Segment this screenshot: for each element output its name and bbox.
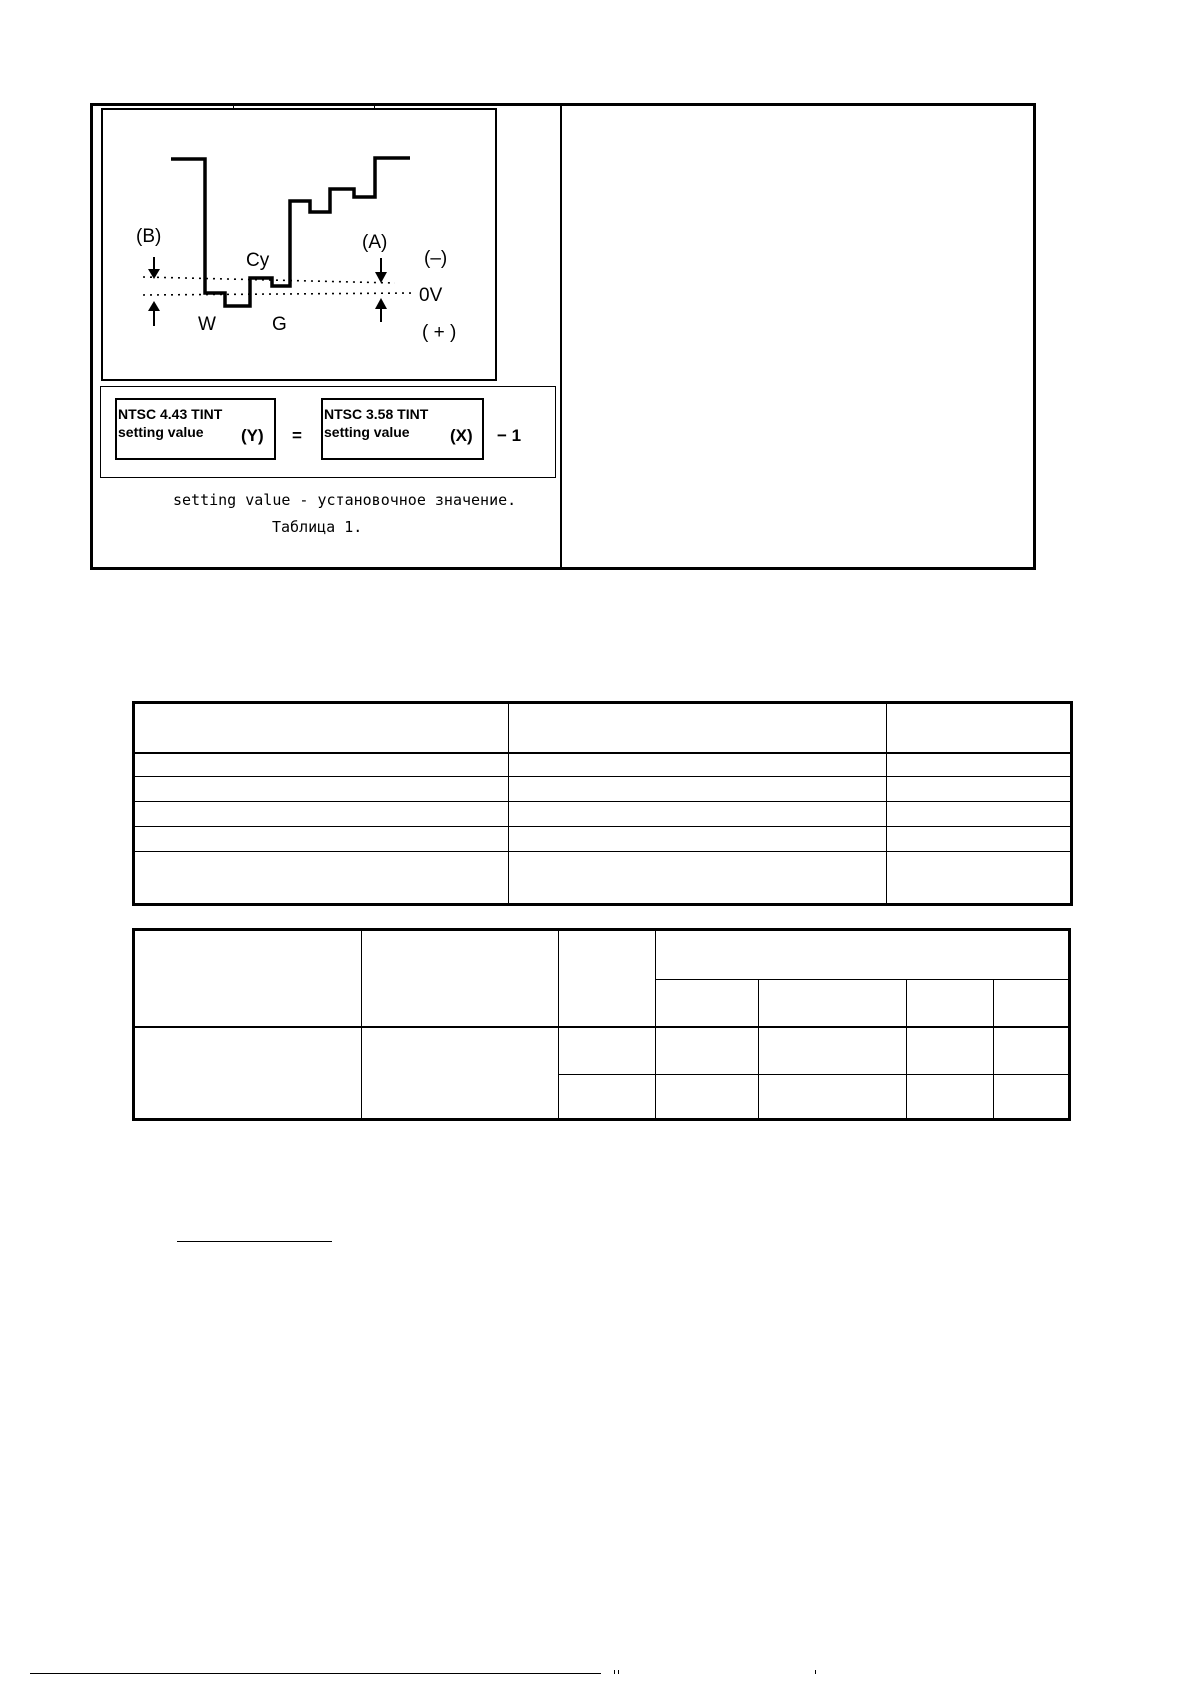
table-cell: [134, 802, 509, 827]
table-cell: [134, 703, 509, 753]
table-header-cell: [134, 930, 362, 1027]
table-cell: [509, 703, 887, 753]
scope-label-plus: ( + ): [422, 322, 457, 343]
formula-equals: =: [292, 426, 302, 445]
table-cell: [907, 1027, 994, 1075]
table-cell: [509, 802, 887, 827]
table-cell: [887, 753, 1072, 777]
table-cell: [887, 802, 1072, 827]
table-cell: [656, 1027, 759, 1075]
table-cell: [134, 852, 509, 905]
table-header-cell: [362, 930, 559, 1027]
table-cell: [759, 1075, 907, 1120]
scope-label-G: G: [272, 314, 287, 335]
table-row: [134, 827, 1072, 852]
table-cell: [994, 1075, 1070, 1120]
table-subheader-cell: [994, 980, 1070, 1027]
table-row: [134, 852, 1072, 905]
formula-right-line2: setting value: [324, 424, 410, 440]
table-subheader-cell: [759, 980, 907, 1027]
formula-left-line1: NTSC 4.43 TINT: [118, 406, 223, 422]
table-cell: [134, 827, 509, 852]
table-row: [134, 802, 1072, 827]
formula-right-line1: NTSC 3.58 TINT: [324, 406, 429, 422]
table-cell: [559, 1027, 656, 1075]
table-row: [134, 777, 1072, 802]
scope-label-B: (B): [136, 226, 162, 247]
scope-label-minus: (–): [424, 248, 448, 269]
table-cell: [759, 1027, 907, 1075]
page-bottom-mark: [618, 1670, 619, 1674]
footnote-rule: [177, 1241, 332, 1242]
arrow-B-up-head: [148, 301, 160, 311]
table-subheader-cell: [907, 980, 994, 1027]
table-cell: [509, 777, 887, 802]
page-bottom-rule: [30, 1673, 601, 1674]
table-2: [133, 929, 1070, 1120]
table-cell: [887, 827, 1072, 852]
table-cell: [509, 852, 887, 905]
scope-label-cy: Cy: [246, 250, 270, 271]
page-bottom-mark: [614, 1670, 615, 1674]
table-row: [134, 753, 1072, 777]
table-header-cell: [559, 930, 656, 1027]
formula-left-var: (Y): [241, 426, 264, 445]
table-header-cell: [656, 930, 1070, 980]
table-cell: [134, 753, 509, 777]
table-row: [134, 703, 1072, 753]
scope-label-A: (A): [362, 232, 388, 253]
table-cell: [559, 1075, 656, 1120]
table-cell: [907, 1075, 994, 1120]
formula-left-line2: setting value: [118, 424, 204, 440]
caption-line1: setting value - установочное значение.: [173, 491, 517, 509]
table-cell: [887, 703, 1072, 753]
table-row: [134, 1027, 1070, 1075]
arrow-A-up-head: [375, 298, 387, 309]
arrow-A-down-head: [375, 272, 387, 283]
table-cell: [509, 753, 887, 777]
scope-label-W: W: [198, 314, 216, 335]
table-cell: [134, 777, 509, 802]
formula-right-var: (X): [450, 426, 473, 445]
table-cell: [134, 1027, 362, 1120]
table-cell: [362, 1027, 559, 1120]
table-subheader-cell: [656, 980, 759, 1027]
table-cell: [887, 777, 1072, 802]
scope-label-0v: 0V: [419, 285, 443, 306]
table-cell: [656, 1075, 759, 1120]
table-1: [133, 702, 1072, 905]
table-row: [134, 930, 1070, 980]
table-cell: [509, 827, 887, 852]
page-bottom-mark: [815, 1670, 816, 1674]
formula-tail: − 1: [497, 426, 522, 445]
reference-line-0v: [143, 293, 415, 295]
table-cell: [994, 1027, 1070, 1075]
caption-line2: Таблица 1.: [272, 518, 363, 536]
table-cell: [887, 852, 1072, 905]
